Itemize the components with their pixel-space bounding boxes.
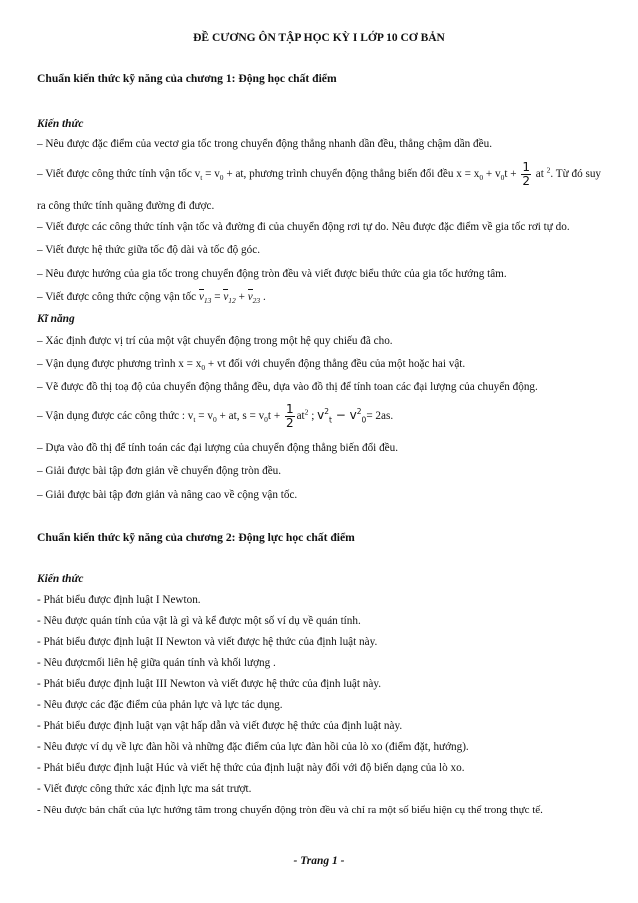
chapter-1-heading: Chuẩn kiến thức kỹ năng của chương 1: Động học chất điểm [37,72,337,85]
ch1-knowledge-item-formula: – Viết được công thức tính vận tốc $v_t = v_0$ + at, phương trình chuyển động thẳng biến đổi đều $x = x_0 + v_0t$ + $\frac{1}{2}$ at $^2$. Từ đó suy [37,159,602,188]
page-footer: - Trang 1 - [293,855,345,867]
ch1-skill-item: – Giải được bài tập đơn giản về chuyển động tròn đều. [37,465,282,477]
vector-v13: $v_{13}$ [198,291,212,306]
ch1-skill-item: – Dựa vào đồ thị để tính toán các đại lượng của chuyển động thẳng biến đổi đều. [37,442,399,454]
document-title: ĐỀ CƯƠNG ÔN TẬP HỌC KỲ I LỚP 10 CƠ BẢN [193,32,445,44]
ch1-knowledge-item: – Nêu được đặc điểm của vectơ gia tốc trong chuyển động thẳng nhanh dần đều, thẳng chậm dần đều. [37,138,492,150]
chapter-2-heading: Chuẩn kiến thức kỹ năng của chương 2: Động lực học chất điểm [37,531,355,544]
vector-v12: $v_{12}$ [223,291,236,306]
ch1-knowledge-item-velocity-addition: – Viết được công thức cộng vận tốc $v_{13} = v_{12} + v_{23}$ . [37,291,266,306]
ch1-skill-item: – Vẽ được đồ thị toạ độ của chuyển động thẳng đều, dựa vào đồ thị để tính toan các đại lượng của chuyển động. [37,381,538,393]
ch2-knowledge-item: - Nêu được ví dụ về lực đàn hồi và những đặc điểm của lực đàn hồi của lò xo (điểm đặt, hướng). [37,741,469,753]
ch1-knowledge-item: – Nêu được hướng của gia tốc trong chuyển động tròn đều và viết được biểu thức của gia tốc hướng tâm. [37,268,507,280]
ch1-knowledge-item: – Viết được các công thức tính vận tốc và đường đi của chuyển động rơi tự do. Nêu được đặc điểm về gia tốc rơi tự do. [37,221,570,233]
ch2-knowledge-item: - Nêu đượcmối liên hệ giữa quán tính và khối lượng . [37,657,276,669]
ch2-knowledge-item: - Phát biểu được định luật vạn vật hấp dẫn và viết được hệ thức của định luật này. [37,720,403,732]
ch2-knowledge-item: - Phát biểu được định luật Húc và viết hệ thức của định luật này đối với độ biến dạng của lò xo. [37,762,465,774]
vector-v23: $v_{23}$ [247,291,261,306]
fraction-one-half: $\frac{1}{2}$ [285,401,294,430]
ch1-skill-item: – Vận dụng được phương trình $x = x_0$ + vt đối với chuyển động thẳng đều của một hoặc hai vật. [37,358,466,373]
ch2-knowledge-label: Kiến thức [37,573,84,585]
ch1-knowledge-item: – Viết được hệ thức giữa tốc độ dài và tốc độ góc. [37,244,260,256]
ch1-skill-item: – Xác định được vị trí của một vật chuyển động trong một hệ quy chiếu đã cho. [37,335,393,347]
ch1-skill-item-formulas: – Vận dụng được các công thức : $v_t = v_0$ + at, $s = v_0t$ + $\frac{1}{2}$ $at^2$ ; $v^2_t - v^2_0= 2as$. [37,401,394,430]
ch2-knowledge-item: - Phát biểu được định luật III Newton và viết được hệ thức của định luật này. [37,678,382,690]
ch2-knowledge-item: - Phát biểu được định luật II Newton và viết được hệ thức của định luật này. [37,636,378,648]
ch2-knowledge-item: - Phát biểu được định luật I Newton. [37,594,201,606]
formula-v-squared: $v^2_t - v^2_0$ [317,407,367,425]
fraction-one-half: $\frac{1}{2}$ [522,159,530,188]
ch2-knowledge-item: - Nêu được các đặc điểm của phản lực và lực tác dụng. [37,699,283,711]
ch1-knowledge-item-cont: ra công thức tính quãng đường đi được. [37,200,215,212]
ch1-knowledge-label: Kiến thức [37,118,84,130]
ch2-knowledge-item: - Nêu được quán tính của vật là gì và kể được một số ví dụ về quán tính. [37,615,361,627]
ch2-knowledge-item: - Viết được công thức xác định lực ma sát trượt. [37,783,252,795]
ch1-skill-item: – Giải được bài tập đơn giản và nâng cao về cộng vận tốc. [37,489,298,501]
ch2-knowledge-item: - Nêu được bản chất của lực hướng tâm trong chuyển động tròn đều và chỉ ra một số biểu hiện cụ thể trong thực tế. [37,804,543,816]
ch1-skills-label: Kĩ năng [37,313,75,325]
